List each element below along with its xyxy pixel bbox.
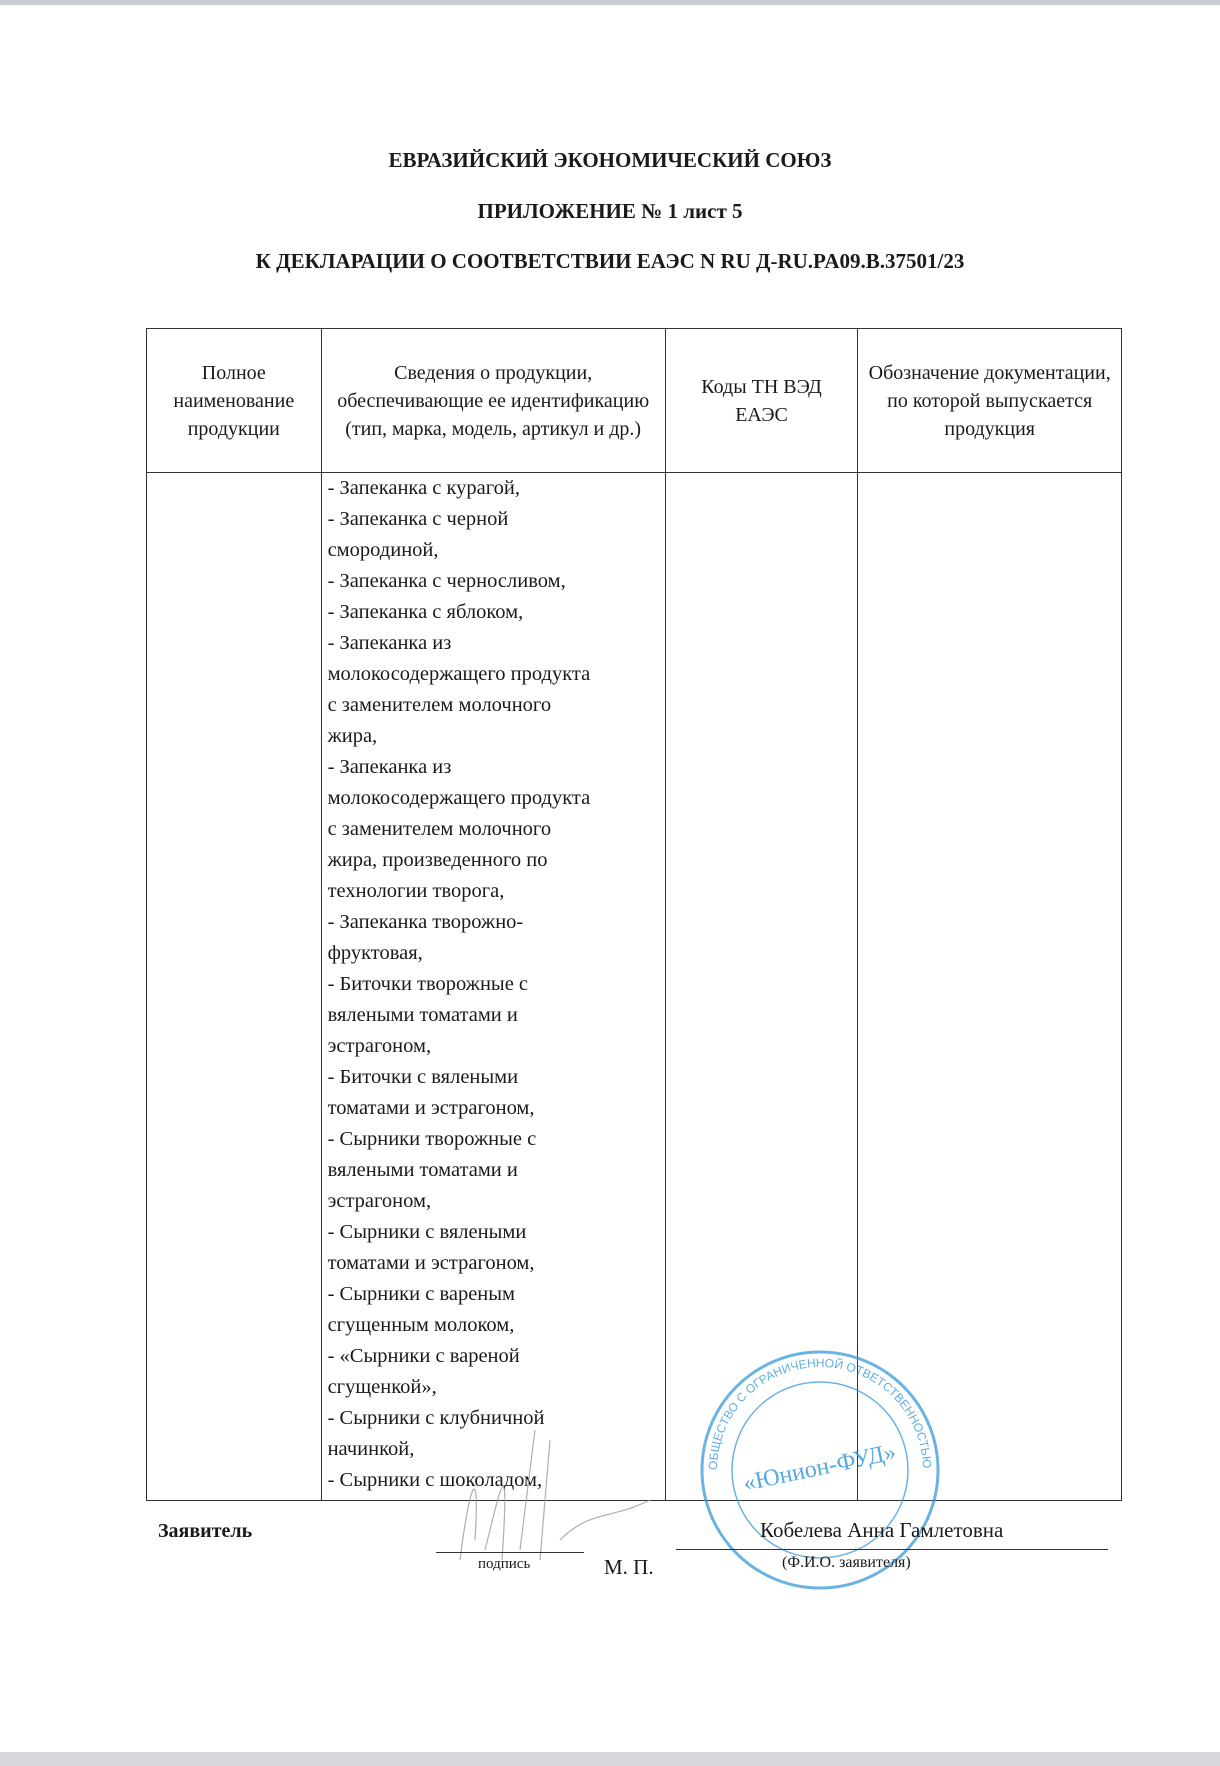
document-title-union: ЕВРАЗИЙСКИЙ ЭКОНОМИЧЕСКИЙ СОЮЗ (388, 148, 832, 172)
stamp-ring-text: ОБЩЕСТВО С ОГРАНИЧЕННОЙ ОТВЕТСТВЕННОСТЬЮ (705, 1355, 935, 1471)
document-title-declaration: К ДЕКЛАРАЦИИ О СООТВЕТСТВИИ ЕАЭС N RU Д-RU.PA09.B.37501/23 (255, 249, 965, 273)
list-item: - «Сырники с вареной сгущенкой», (327, 1345, 520, 1398)
products-table (146, 328, 1122, 1501)
list-item: - Биточки творожные с вялеными томатами и эстрагоном, (327, 973, 529, 1057)
column-header-name: Полное наименование продукции (147, 329, 322, 473)
applicant-name: Кобелева Анна Гамлетовна (760, 1518, 1004, 1542)
svg-text:ОБЩЕСТВО С ОГРАНИЧЕННОЙ ОТВЕТС (706, 1356, 934, 1470)
scan-bottom-edge (0, 1752, 1220, 1766)
cell-info (321, 473, 665, 1501)
signature-line (436, 1552, 584, 1553)
table-row (147, 473, 1122, 1501)
product-list (322, 473, 665, 1496)
list-item: - Запеканка с черной смородиной, (327, 508, 509, 561)
column-header-codes: Коды ТН ВЭД ЕАЭС (665, 329, 858, 473)
list-item: - Запеканка творожно- фруктовая, (327, 911, 524, 964)
seal-label: М. П. (604, 1555, 654, 1579)
list-item: - Запеканка с курагой, (327, 477, 521, 499)
scan-top-edge (0, 0, 1220, 5)
list-item: - Сырники с вялеными томатами и эстрагоном, (327, 1221, 535, 1274)
list-item: - Сырники с вареным сгущенным молоком, (327, 1283, 516, 1336)
document-title-appendix: ПРИЛОЖЕНИЕ № 1 лист 5 (477, 199, 743, 223)
list-item: - Сырники с шоколадом, (327, 1469, 543, 1491)
signature-caption: подпись (478, 1556, 531, 1572)
list-item: - Запеканка с черносливом, (327, 570, 566, 592)
cell-name (147, 473, 322, 1501)
name-caption: (Ф.И.О. заявителя) (782, 1554, 911, 1571)
list-item: - Сырники с клубничной начинкой, (327, 1407, 545, 1460)
table-header-row (147, 329, 1122, 473)
list-item: - Запеканка из молокосодержащего продукта с заменителем молочного жира, (327, 632, 591, 747)
list-item: - Сырники творожные с вялеными томатами и эстрагоном, (327, 1128, 537, 1212)
list-item: - Биточки с вялеными томатами и эстрагоном, (327, 1066, 535, 1119)
list-item: - Запеканка из молокосодержащего продукта с заменителем молочного жира, произведенного по технологии творога, (327, 756, 591, 902)
column-header-info: Сведения о продукции, обеспечивающие ее идентификацию (тип, марка, модель, артикул и др.) (321, 329, 665, 473)
applicant-label: Заявитель (158, 1520, 253, 1542)
name-line (676, 1549, 1108, 1550)
stamp-center-text: «Юнион-ФУД» (740, 1439, 899, 1497)
column-header-docs: Обозначение документации, по которой выпускается продукция (858, 329, 1122, 473)
list-item: - Запеканка с яблоком, (327, 601, 524, 623)
